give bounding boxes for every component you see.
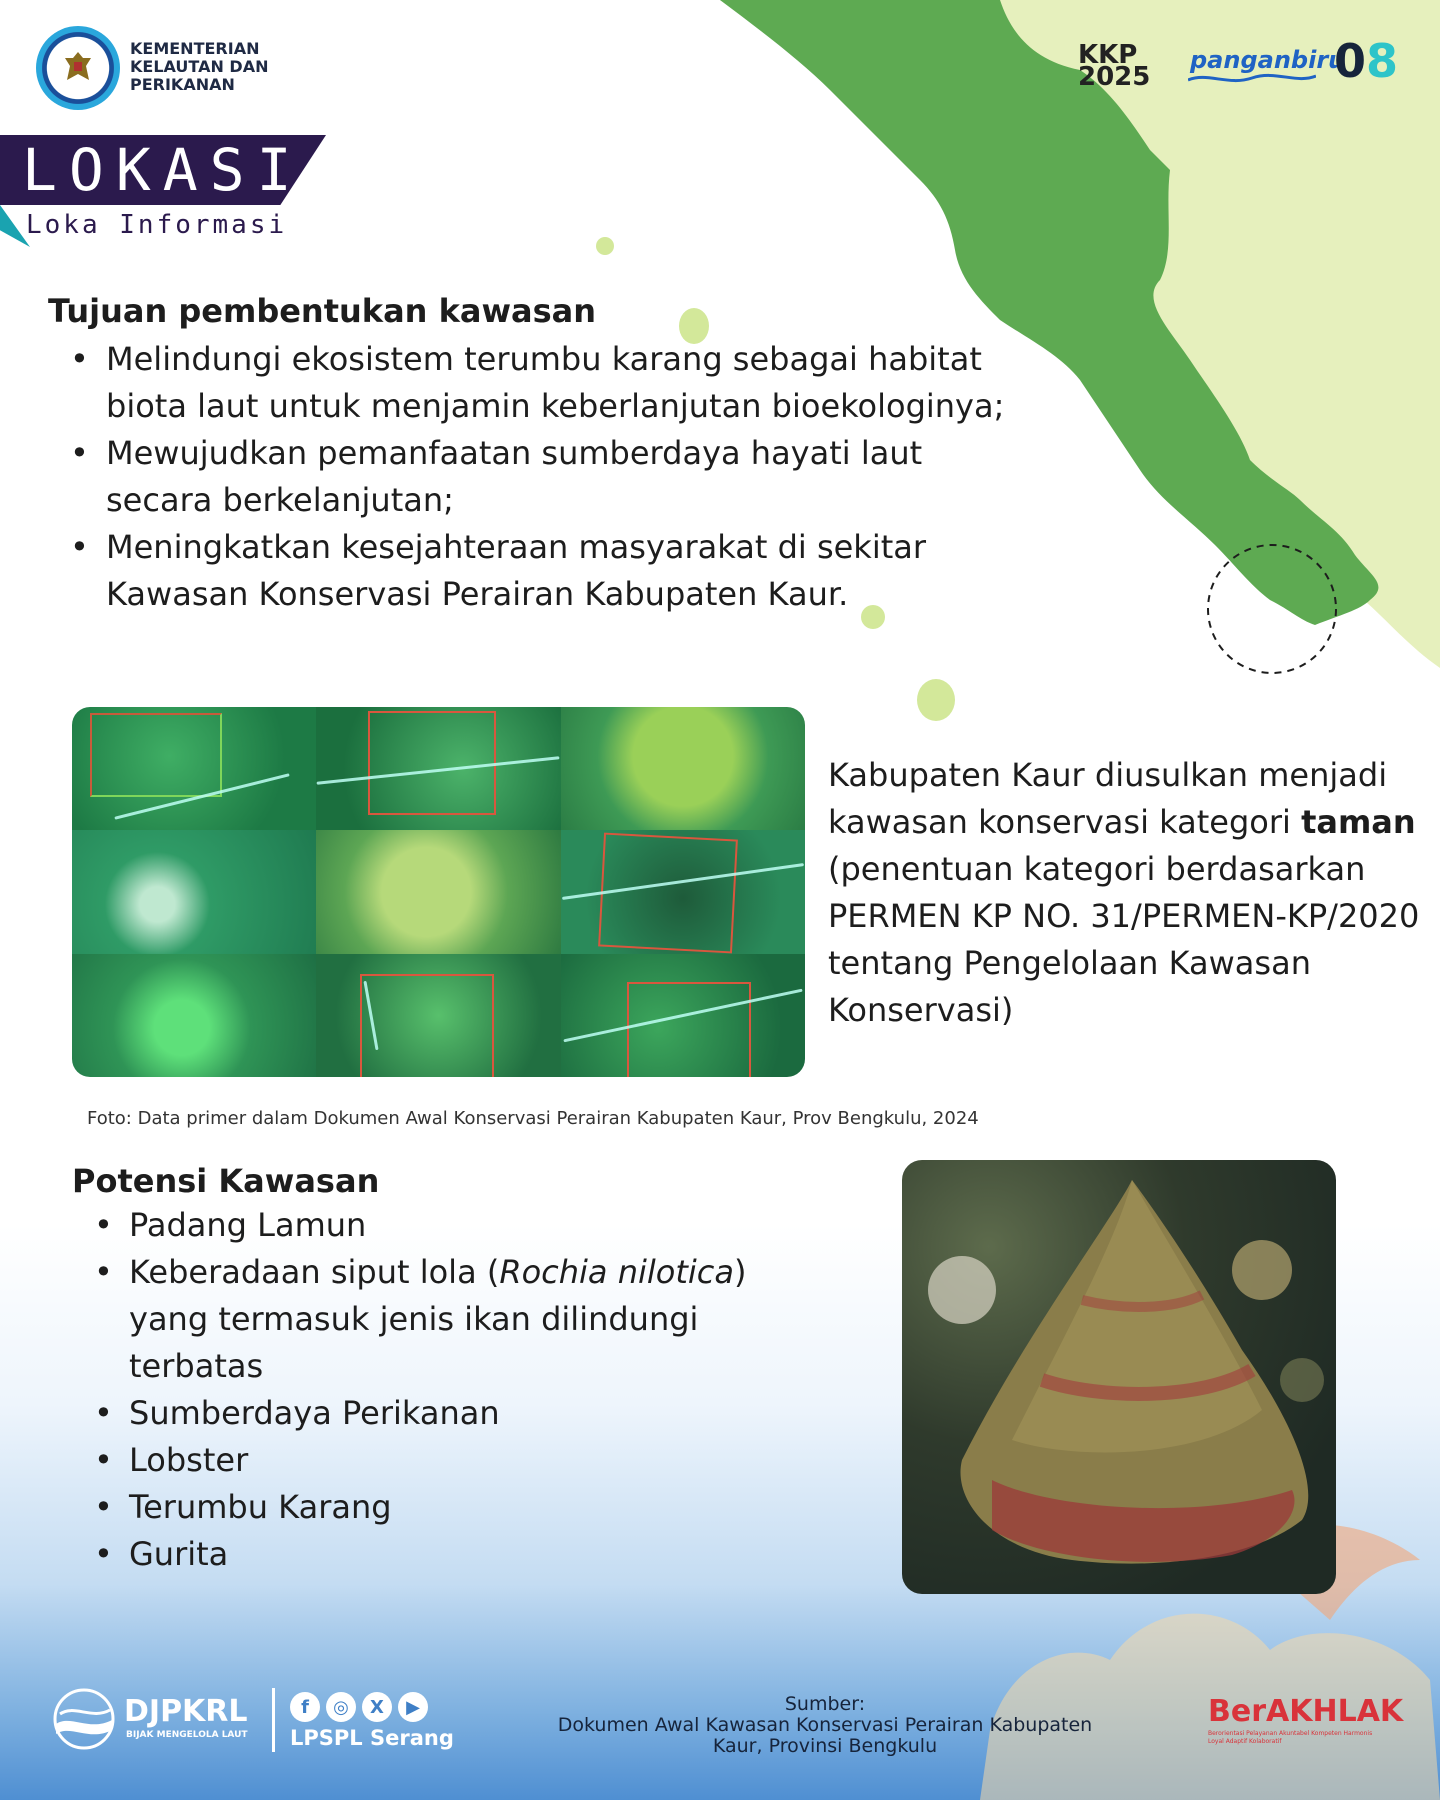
o8-logo: [1334, 34, 1399, 88]
list-item: • Lobster: [72, 1437, 832, 1484]
social-icons: [290, 1692, 428, 1722]
list-item: • Mewujudkan pemanfaatan sumberdaya hayati laut secara berkelanjutan;: [48, 430, 1008, 524]
list-item-text: Keberadaan siput lola (: [129, 1253, 500, 1291]
ministry-name-line: PERIKANAN: [130, 75, 235, 94]
tujuan-title: Tujuan pembentukan kawasan: [48, 292, 597, 330]
kkp-2025-logo: [1078, 40, 1151, 92]
coral-photo: [72, 830, 316, 953]
coral-photo: [316, 954, 560, 1077]
list-item: • Gurita: [72, 1531, 832, 1578]
coral-photo: [561, 830, 805, 953]
species-name: Rochia nilotica: [499, 1253, 734, 1291]
coral-photo-grid: [72, 707, 805, 1077]
source-text: Dokumen Awal Kawasan Konservasi Perairan Kabupaten Kaur, Provinsi Bengkulu: [557, 1714, 1093, 1757]
garuda-emblem-icon: [63, 50, 93, 84]
facebook-icon[interactable]: f: [290, 1692, 320, 1722]
wave-icon: [1188, 72, 1316, 86]
kkp-logo-year: 2025: [1078, 62, 1151, 92]
o8-logo-main: 0: [1334, 34, 1367, 88]
list-item: • Terumbu Karang: [72, 1484, 832, 1531]
coral-photo: [561, 954, 805, 1077]
lokasi-title: LOKASI: [22, 136, 304, 204]
djpkrl-name: DJPKRL: [124, 1694, 248, 1729]
coral-photo: [72, 954, 316, 1077]
list-item-text: ) yang termasuk jenis ikan dilindungi terbatas: [129, 1253, 747, 1385]
snail-shell-icon: [902, 1160, 1336, 1594]
rochia-nilotica-photo: [902, 1160, 1336, 1594]
ministry-name-line: KEMENTERIAN: [130, 39, 260, 58]
kaur-desc-text: (penentuan kategori berdasarkan PERMEN KP NO. 31/PERMEN-KP/2020 tentang Pengelolaan Kawasan Konservasi): [828, 850, 1420, 1029]
lokasi-subtitle: Loka Informasi: [26, 210, 288, 240]
ministry-name: [130, 40, 268, 94]
o8-logo-accent: 8: [1366, 34, 1399, 88]
photo-caption: Foto: Data primer dalam Dokumen Awal Konservasi Perairan Kabupaten Kaur, Prov Bengkulu, 2024: [87, 1108, 979, 1129]
x-icon[interactable]: X: [362, 1692, 392, 1722]
kkp-ministry-logo: [36, 26, 120, 110]
potensi-title: Potensi Kawasan: [72, 1162, 380, 1200]
source-credit: [540, 1694, 1110, 1757]
kaur-desc-text: Kabupaten Kaur diusulkan menjadi kawasan konservasi kategori: [828, 756, 1388, 841]
tujuan-list: [48, 336, 1008, 618]
berakhlak-tagline: Berorientasi Pelayanan Akuntabel Kompeten Harmonis Loyal Adaptif Kolaboratif: [1208, 1730, 1373, 1745]
list-item: • Melindungi ekosistem terumbu karang sebagai habitat biota laut untuk menjamin keberlanjutan bioekologinya;: [48, 336, 1008, 430]
djpkrl-logo-icon: [50, 1688, 118, 1750]
coral-photo: [316, 830, 560, 953]
berakhlak-logo: BerAKHLAK: [1208, 1694, 1404, 1729]
youtube-icon[interactable]: ▶: [398, 1692, 428, 1722]
coral-photo: [561, 707, 805, 830]
list-item: • Meningkatkan kesejahteraan masyarakat di sekitar Kawasan Konservasi Perairan Kabupaten Kaur.: [48, 524, 1008, 618]
list-item: • Sumberdaya Perikanan: [72, 1390, 832, 1437]
kaur-description: [828, 752, 1428, 1034]
list-item: [72, 1249, 832, 1390]
source-label: Sumber:: [784, 1693, 866, 1715]
ministry-name-line: KELAUTAN DAN: [130, 57, 269, 76]
kaur-desc-bold: taman: [1301, 803, 1416, 841]
list-item: • Padang Lamun: [72, 1202, 832, 1249]
coral-photo: [72, 707, 316, 830]
coral-photo: [316, 707, 560, 830]
lpspl-serang: LPSPL Serang: [290, 1726, 454, 1750]
footer-divider: [272, 1688, 275, 1752]
djpkrl-tagline: BIJAK MENGELOLA LAUT: [126, 1730, 248, 1740]
kkp-logo-text: KKP: [1078, 40, 1138, 70]
panganbiru-logo: panganbiru: [1190, 46, 1346, 74]
potensi-list: [72, 1202, 832, 1578]
instagram-icon[interactable]: ◎: [326, 1692, 356, 1722]
